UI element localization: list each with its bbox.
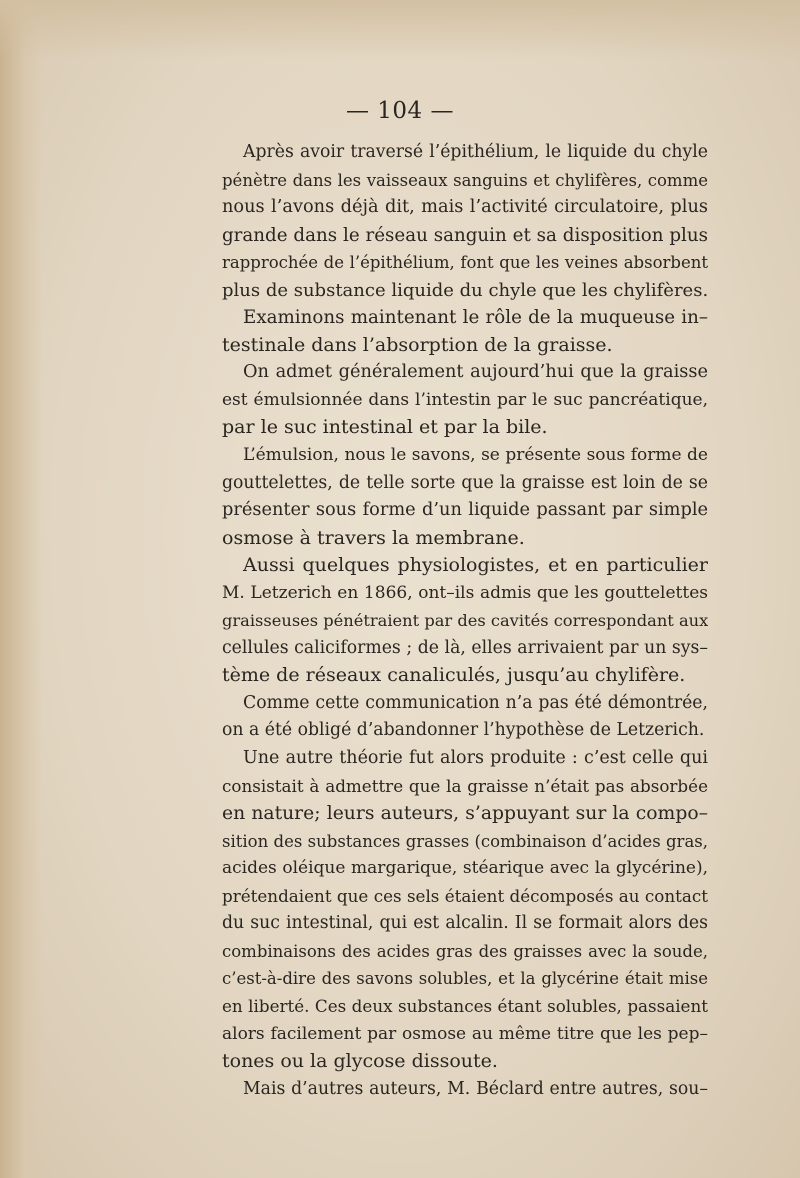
text-line: en liberté. Ces deux substances étant solubles, passaient <box>222 995 708 1016</box>
text-line: cellules caliciformes ; de là, elles arrivaient par un sys– <box>222 637 708 658</box>
body-text <box>222 139 708 1103</box>
text-line: rapprochée de l’épithélium, font que les veines absorbent <box>222 253 708 273</box>
text-line: gouttelettes, de telle sorte que la graisse est loin de se <box>222 472 708 493</box>
text-line: Examinons maintenant le rôle de la muqueuse in– <box>243 307 708 329</box>
text-line: osmose à travers la membrane. <box>222 526 525 549</box>
text-line: Mais d’autres auteurs, M. Béclard entre autres, sou– <box>243 1078 708 1099</box>
text-line: est émulsionnée dans l’intestin par le suc pancréatique, <box>222 389 708 410</box>
text-line: acides oléique margarique, stéarique avec la glycérine), <box>222 858 708 879</box>
text-line: testinale dans l’absorption de la graisse. <box>222 333 613 356</box>
text-line: tones ou la glycose dissoute. <box>222 1050 498 1073</box>
text-line: L’émulsion, nous le savons, se présente sous forme de <box>243 445 708 466</box>
text-line: Comme cette communication n’a pas été démontrée, <box>243 692 708 713</box>
text-line: prétendaient que ces sels étaient décomposés au contact <box>222 885 708 906</box>
text-line: alors facilement par osmose au même titre que les pep– <box>222 1023 708 1044</box>
text-line: sition des substances grasses (combinaison d’acides gras, <box>222 831 708 851</box>
text-line: graisseuses pénétraient par des cavités correspondant aux <box>222 611 708 631</box>
text-line: on a été obligé d’abandonner l’hypothèse de Letzerich. <box>222 720 705 741</box>
page-number: — 104 — <box>345 98 455 124</box>
text-line: c’est-à-dire des savons solubles, et la glycérine était mise <box>222 969 708 989</box>
text-line: Aussi quelques physiologistes, et en particulier <box>243 554 708 577</box>
text-line: M. Letzerich en 1866, ont–ils admis que les gouttelettes <box>222 582 708 603</box>
page-shadow-left <box>0 0 42 1178</box>
text-line: par le suc intestinal et par la bile. <box>222 416 548 439</box>
text-line: du suc intestinal, qui est alcalin. Il se formait alors des <box>222 913 708 934</box>
text-line: Une autre théorie fut alors produite : c’est celle qui <box>243 748 708 769</box>
text-line: consistait à admettre que la graisse n’était pas absorbée <box>222 775 708 796</box>
page-shadow-top <box>0 0 800 60</box>
text-line: en nature; leurs auteurs, s’appuyant sur la compo– <box>222 803 708 825</box>
text-line: plus de substance liquide du chyle que les chylifères. <box>222 279 708 301</box>
text-line: présenter sous forme d’un liquide passant par simple <box>222 500 708 521</box>
text-line: Après avoir traversé l’épithélium, le liquide du chyle <box>243 142 708 162</box>
text-line: combinaisons des acides gras des graisses avec la soude, <box>222 941 708 961</box>
text-line: nous l’avons déjà dit, mais l’activité circulatoire, plus <box>222 197 708 218</box>
text-line: grande dans le réseau sanguin et sa disposition plus <box>222 224 708 246</box>
text-line: pénètre dans les vaisseaux sanguins et chylifères, comme <box>222 170 708 190</box>
text-line: On admet généralement aujourd’hui que la graisse <box>243 362 708 383</box>
text-line: tème de réseaux canaliculés, jusqu’au chylifère. <box>222 664 686 687</box>
